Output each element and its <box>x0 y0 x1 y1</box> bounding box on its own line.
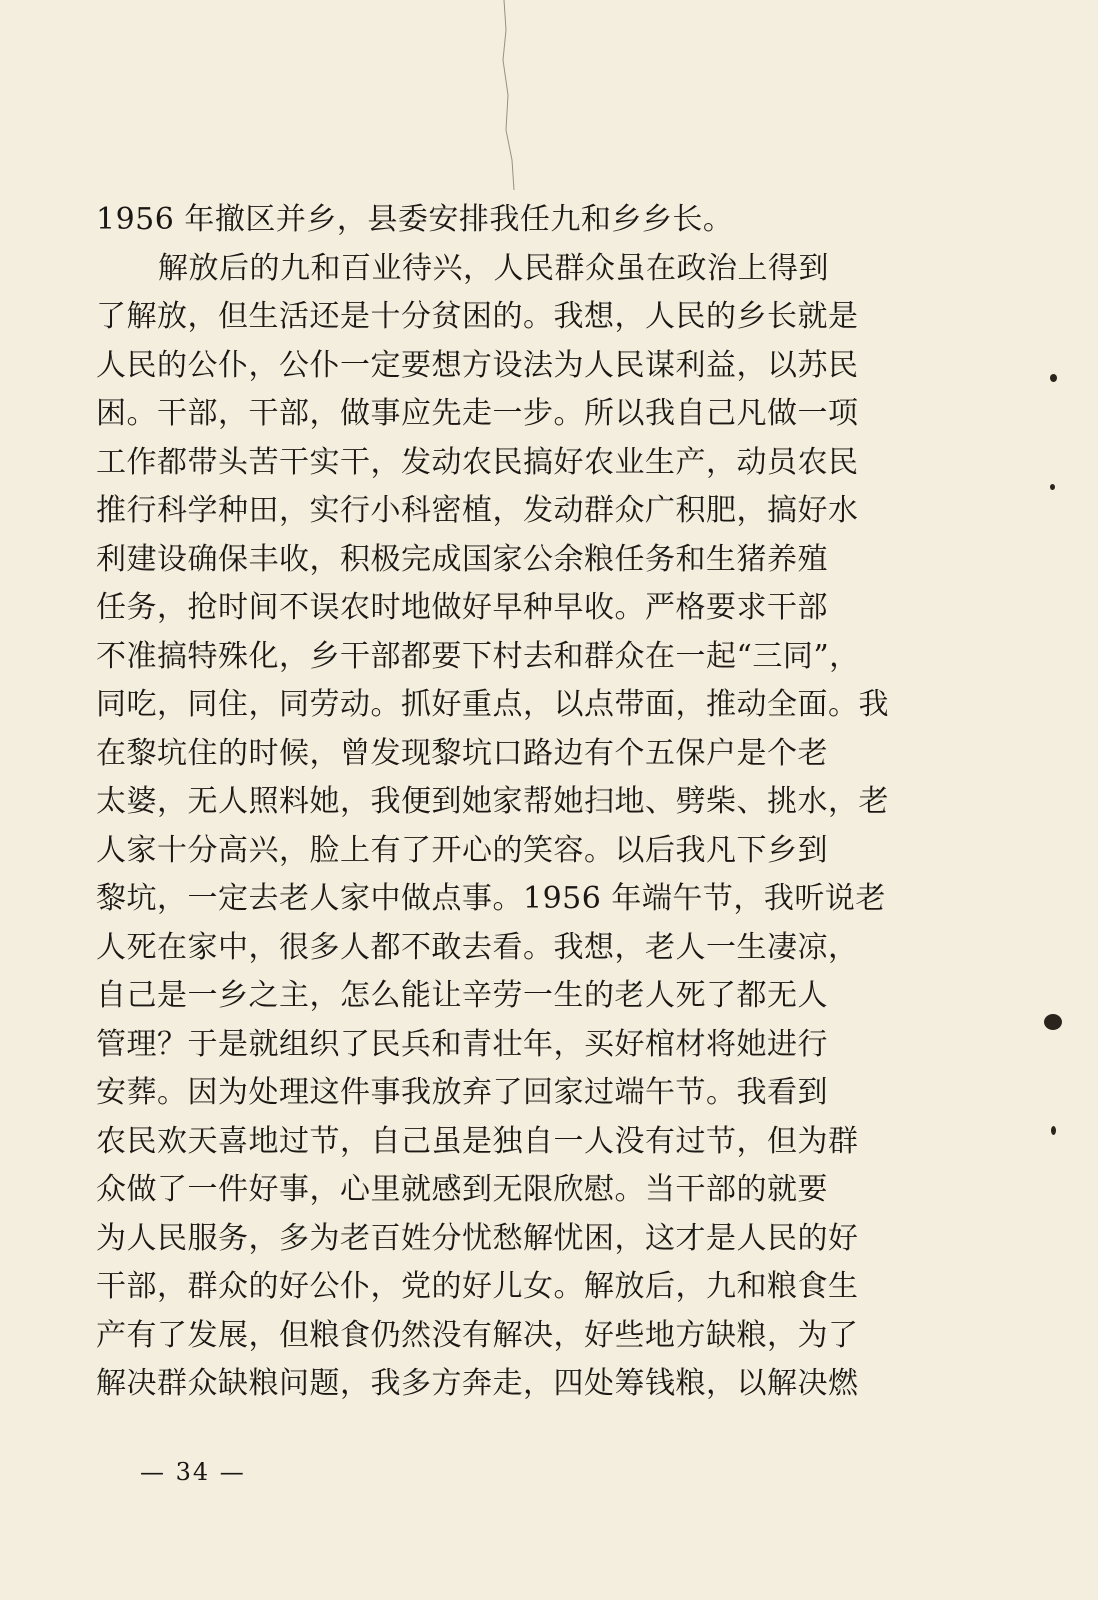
text-line: 在黎坑住的时候，曾发现黎坑口路边有个五保户是个老 <box>96 735 828 771</box>
text-line: 为人民服务，多为老百姓分忧愁解忧困，这才是人民的好 <box>96 1220 859 1256</box>
text-line: 农民欢天喜地过节，自己虽是独自一人没有过节，但为群 <box>96 1123 859 1159</box>
ink-speck <box>1050 484 1055 490</box>
text-line: 解决群众缺粮问题，我多方奔走，四处筹钱粮，以解决燃 <box>96 1366 859 1401</box>
text-line: 管理？于是就组织了民兵和青壮年，买好棺材将她进行 <box>96 1026 828 1062</box>
page-number: — 34 — <box>140 1458 246 1486</box>
text-line: 安葬。因为处理这件事我放弃了回家过端午节。我看到 <box>96 1075 828 1110</box>
ink-speck <box>1050 374 1057 382</box>
text-line: 解放后的九和百业待兴，人民群众虽在政治上得到 <box>158 250 829 286</box>
text-line: 黎坑，一定去老人家中做点事。1956 年端午节，我听说老 <box>96 881 886 916</box>
text-line: 任务，抢时间不误农时地做好早种早收。严格要求干部 <box>96 590 828 625</box>
ink-speck <box>1044 1014 1062 1030</box>
text-line: 工作都带头苦干实干，发动农民搞好农业生产，动员农民 <box>96 444 859 480</box>
text-line: 推行科学种田，实行小科密植，发动群众广积肥，搞好水 <box>96 493 859 528</box>
text-line: 人民的公仆，公仆一定要想方设法为人民谋利益，以苏民 <box>96 347 859 383</box>
text-line: 不准搞特殊化，乡干部都要下村去和群众在一起“三同”， <box>96 638 860 674</box>
text-line: 同吃，同住，同劳动。抓好重点，以点带面，推动全面。我 <box>96 687 889 722</box>
ink-speck <box>1051 1126 1056 1135</box>
text-line: 自己是一乡之主，怎么能让辛劳一生的老人死了都无人 <box>96 978 828 1013</box>
text-line: 产有了发展，但粮食仍然没有解决，好些地方缺粮，为了 <box>96 1317 859 1353</box>
text-line: 了解放，但生活还是十分贫困的。我想，人民的乡长就是 <box>96 299 859 334</box>
text-line: 利建设确保丰收，积极完成国家公余粮任务和生猪养殖 <box>96 541 828 577</box>
text-line: 1956 年撤区并乡，县委安排我任九和乡乡长。 <box>96 202 734 237</box>
body-text <box>96 196 936 1409</box>
text-line: 众做了一件好事，心里就感到无限欣慰。当干部的就要 <box>96 1172 828 1207</box>
text-line: 太婆，无人照料她，我便到她家帮她扫地、劈柴、挑水，老 <box>96 784 889 819</box>
text-line: 干部，群众的好公仆，党的好儿女。解放后，九和粮食生 <box>96 1269 859 1304</box>
text-line: 困。干部，干部，做事应先走一步。所以我自己凡做一项 <box>96 396 859 431</box>
paper-crease <box>500 0 520 190</box>
text-line: 人死在家中，很多人都不敢去看。我想，老人一生凄凉， <box>96 929 859 965</box>
text-line: 人家十分高兴，脸上有了开心的笑容。以后我凡下乡到 <box>96 832 828 868</box>
